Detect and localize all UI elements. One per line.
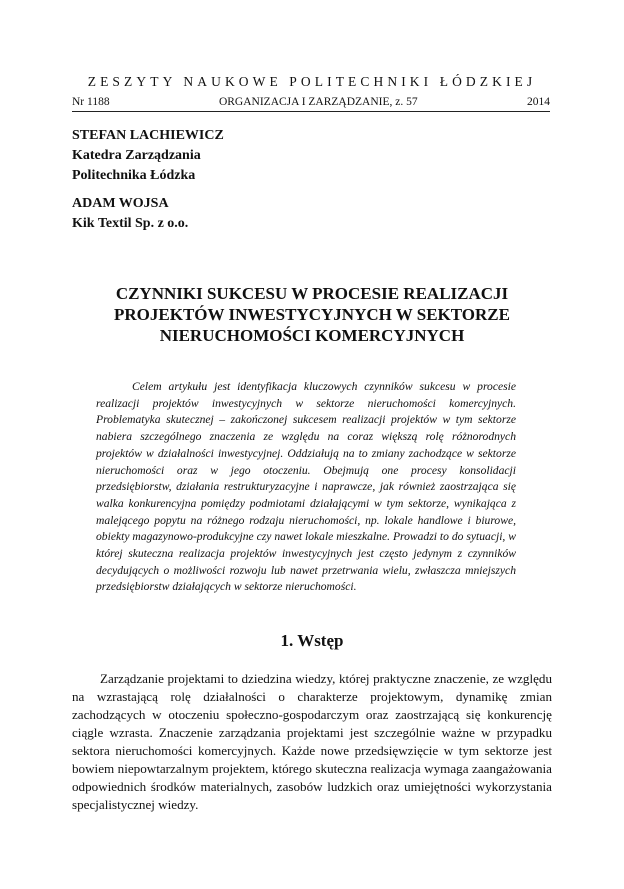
issue-line [72,96,550,112]
paper-title [72,283,552,346]
affiliation-line: Katedra Zarządzania [72,148,201,163]
title-line: CZYNNIKI SUKCESU W PROCESIE REALIZACJI [115,284,509,303]
body-paragraph: Zarządzanie projektami to dziedzina wiedzy, której praktyczne znaczenie, ze względu na wzrastającą rolę działalności o charakterze projektowym, dynamikę zmian zachodzących w otoczeniu społeczno-gospodarczym oraz zaostrzającą się konkurencję ciągle wzrasta. Znaczenie zarządzania projektami jest szczególnie ważne w przypadku sektora nieruchomości komercyjnych. Każde nowe przedsięwzięcie w tym sektorze jest bowiem niepowtarzalnym projektem, którego skuteczna realizacja wymaga zaangażowania odpowiednich środków materialnych, zasobów ludzkich oraz umiejętności wykorzystania specjalistycznej wiedzy. [72,671,552,813]
author-name: STEFAN LACHIEWICZ [72,128,224,143]
journal-name: ZESZYTY NAUKOWE POLITECHNIKI ŁÓDZKIEJ [87,74,537,89]
title-line: PROJEKTÓW INWESTYCYJNYCH W SEKTORZE [114,305,510,324]
author-name: ADAM WOJSA [72,196,169,211]
series-name: ORGANIZACJA I ZARZĄDZANIE, z. 57 [218,96,418,108]
affiliation-line: Kik Textil Sp. z o.o. [72,216,189,231]
issue-number: Nr 1188 [72,96,110,108]
abstract: Celem artykułu jest identyfikacja kluczowych czynników sukcesu w procesie realizacji projektów inwestycyjnych w sektorze nieruchomości komercyjnych. Problematyka skutecznej – zakończonej sukcesem realizacji projektów w tym sektorze nabiera szczególnego znaczenia ze względu na coraz większą rolę różnorodnych projektów w działalności inwestycyjnej. Oddziałują na to zmiany zachodzące w sektorze nieruchomości oraz w jego otoczeniu. Obejmują one procesy konsolidacji przedsiębiorstw, działania restrukturyzacyjne i naprawcze, jak również zaostrzająca się walka konkurencyjna pomiędzy podmiotami działającymi w tym sektorze, wynikająca z malejącego popytu na różnego rodzaju nieruchomości, np. lokale handlowe i biurowe, obiekty magazynowo-produkcyjne czy nawet lokale mieszkalne. Prowadzi to do sytuacji, w której skuteczna realizacja projektów inwestycyjnych jest często jedynym z czynników decydujących o możliwości rozwoju lub nawet przetrwania wielu, zwłaszcza mniejszych przedsiębiorstw działających w sektorze nieruchomości. [96,380,516,594]
title-line: NIERUCHOMOŚCI KOMERCYJNYCH [159,326,465,345]
publication-year: 2014 [527,96,550,108]
affiliation-line: Politechnika Łódzka [72,168,196,183]
authors-block [72,126,552,234]
section-heading: 1. Wstęp [280,631,344,650]
